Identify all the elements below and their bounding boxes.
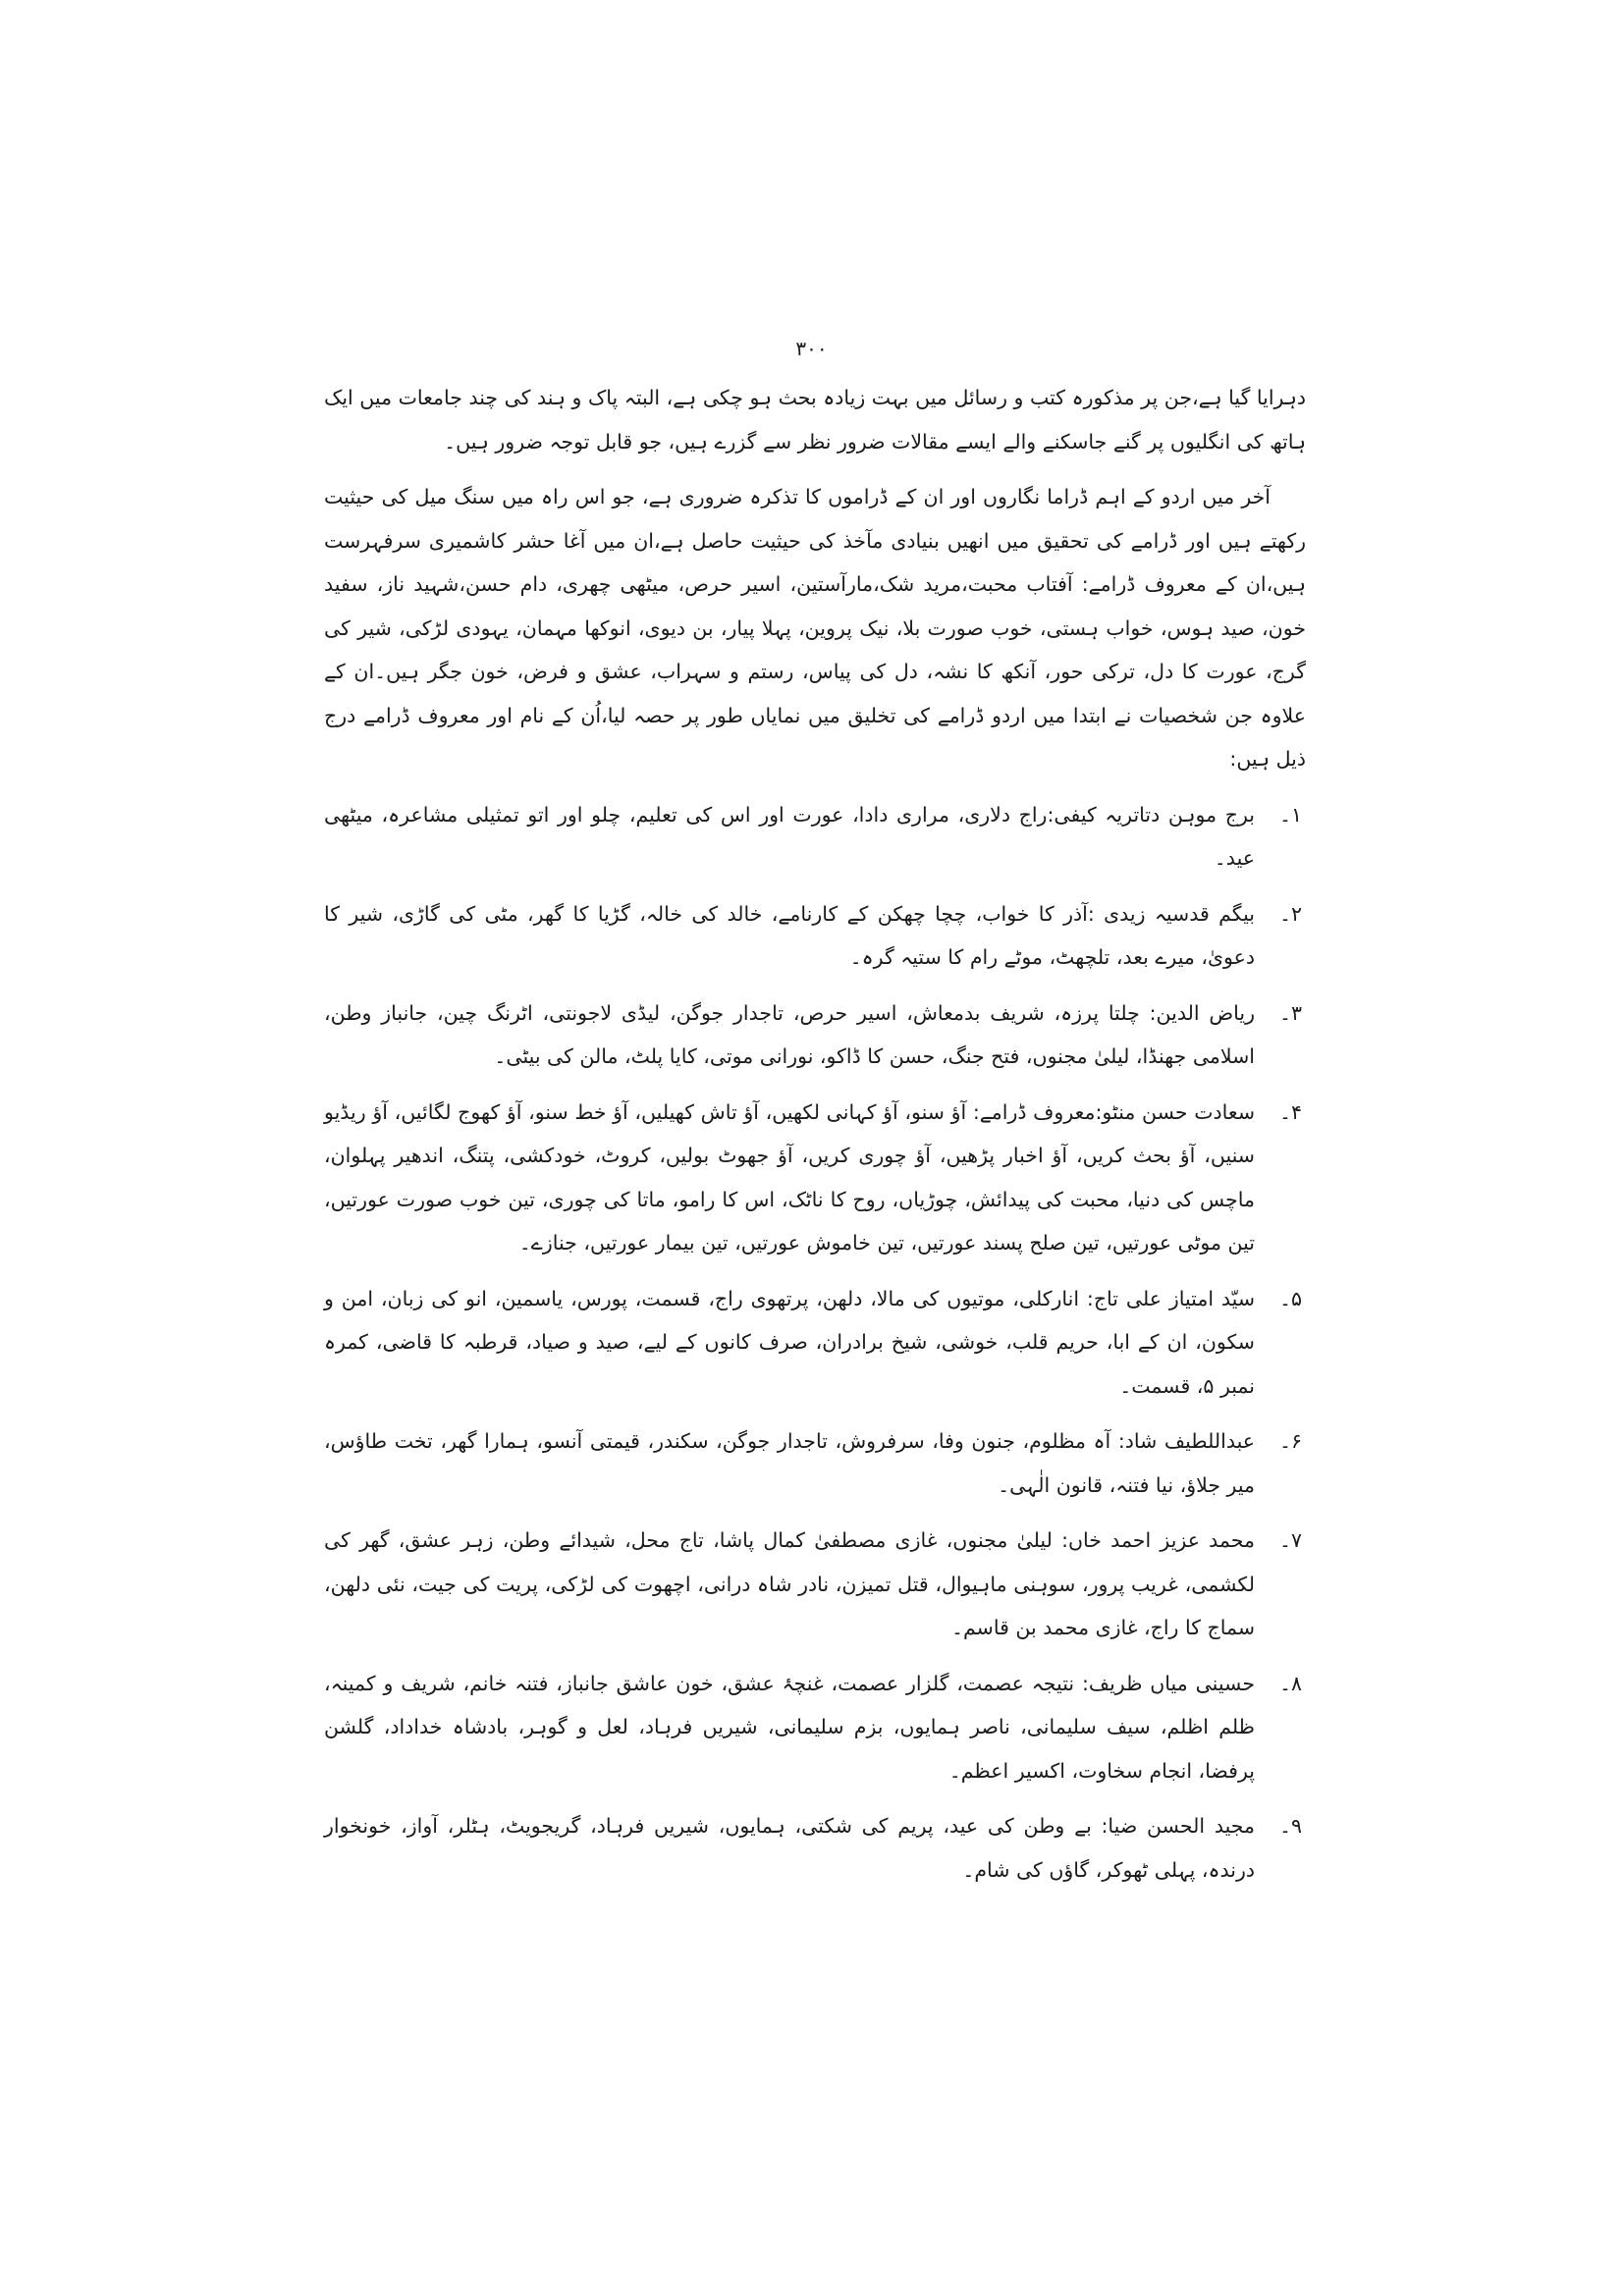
list-item (324, 991, 1306, 1079)
list-item (324, 1419, 1306, 1507)
list-item-number: ۶۔ (1278, 1429, 1302, 1453)
list-item-text: برج موہن دتاتریہ کیفی:راج دلاری، مراری دادا، عورت اور اس کی تعلیم، چلو اور اتو تمثیلی مشاعرہ، میٹھی عید۔ (324, 802, 1255, 870)
list-item (324, 1662, 1306, 1793)
list-item-number: ۴۔ (1278, 1099, 1302, 1124)
list-item-text: سعادت حسن منٹو:معروف ڈرامے: آؤ سنو، آؤ کہانی لکھیں، آؤ تاش کھیلیں، آؤ خط سنو، آؤ کھوج لگائیں، آؤ ریڈیو سنیں، آؤ بحث کریں، آؤ اخبار پڑھیں، آؤ چوری کریں، آؤ جھوٹ بولیں، کروٹ، خودکشی، پتنگ، اندھیر پہلوان، ماچس کی دنیا، محبت کی پیدائش، چوڑیاں، روح کا ناٹک، اس کا رامو، ماتا کی چوری، تین خوب صورت عورتیں، تین موٹی عورتیں، تین صلح پسند عورتیں، تین خاموش عورتیں، تین بیمار عورتیں، جنازے۔ (324, 1099, 1255, 1255)
list-item (324, 892, 1306, 980)
list-item-text: مجید الحسن ضیا: بے وطن کی عید، پریم کی شکتی، ہمایوں، شیریں فرہاد، گریجویٹ، ہٹلر، آواز، خونخوار درندہ، پہلی ٹھوکر، گاؤں کی شام۔ (324, 1814, 1255, 1882)
list-item-number: ۵۔ (1278, 1286, 1302, 1310)
list-item-text: سیّد امتیاز علی تاج: انارکلی، موتیوں کی مالا، دلھن، پرتھوی راج، قسمت، پورس، یاسمین، انو کی زبان، امن و سکون، ان کے ابا، حریم قلب، خوشی، شیخ برادران، صرف کانوں کے لیے، صید و صیاد، قرطبہ کا قاضی، کمرہ نمبر ۵، قسمت۔ (324, 1286, 1255, 1398)
list-item (324, 1519, 1306, 1650)
page-number: ۳۰۰ (795, 337, 828, 360)
list-item-number: ۱۔ (1278, 802, 1302, 827)
list-item-number: ۹۔ (1278, 1814, 1302, 1838)
list-item-text: محمد عزیز احمد خاں: لیلیٰ مجنوں، غازی مصطفیٰ کمال پاشا، تاج محل، شیدائے وطن، زہر عشق، گھر کی لکشمی، غریب پرور، سوہنی ماہیوال، قتل تمیزن، نادر شاہ درانی، اچھوت کی لڑکی، پریت کی جیت، نئی دلھن، سماج کا راج، غازی محمد بن قاسم۔ (324, 1528, 1255, 1639)
list-item-text: عبداللطیف شاد: آہ مظلوم، جنون وفا، سرفروش، تاجدار جوگن، سکندر، قیمتی آنسو، ہمارا گھر، تخت طاؤس، میر جلاؤ، نیا فتنہ، قانون الٰہی۔ (324, 1429, 1255, 1497)
list-item (324, 1277, 1306, 1409)
document-body (324, 376, 1306, 1903)
dramatists-list (324, 793, 1306, 1893)
list-item-text: بیگم قدسیہ زیدی :آذر کا خواب، چچا چھکن کے کارنامے، خالد کی خالہ، گڑیا کا گھر، مٹی کی گاڑی، شیر کا دعویٰ، میرے بعد، تلچھٹ، موٹے رام کا ستیہ گرہ۔ (324, 901, 1255, 969)
list-item (324, 1091, 1306, 1265)
list-item (324, 1804, 1306, 1892)
list-item-text: ریاض الدین: چلتا پرزہ، شریف بدمعاش، اسیر حرص، تاجدار جوگن، لیڈی لاجونتی، اٹرنگ چین، جانباز وطن، اسلامی جھنڈا، لیلیٰ مجنوں، فتح جنگ، حسن کا ڈاکو، نورانی موتی، کایا پلٹ، مالن کی بیٹی۔ (324, 1000, 1255, 1068)
list-item-number: ۳۔ (1278, 1000, 1302, 1025)
paragraph-continuation: دہرایا گیا ہے،جن پر مذکورہ کتب و رسائل میں بہت زیادہ بحث ہو چکی ہے، البتہ پاک و ہند کی چند جامعات میں ایک ہاتھ کی انگلیوں پر گنے جاسکنے والے ایسے مقالات ضرور نظر سے گزرے ہیں، جو قابل توجہ ضرور ہیں۔ (324, 386, 1306, 454)
list-item-number: ۸۔ (1278, 1671, 1302, 1695)
list-item (324, 793, 1306, 881)
list-item-text: حسینی میاں ظریف: نتیجہ عصمت، گلزار عصمت، غنچۂ عشق، خون عاشق جانباز، فتنہ خانم، شریف و کمینہ، ظلم اظلم، سیف سلیمانی، ناصر ہمایوں، بزم سلیمانی، شیریں فرہاد، لعل و گوہر، بادشاہ خداداد، گلشن پرفضا، انجام سخاوت، اکسیر اعظم۔ (324, 1671, 1255, 1783)
list-item-number: ۷۔ (1278, 1528, 1302, 1552)
paragraph-dramatists-intro: آخر میں اردو کے اہم ڈراما نگاروں اور ان کے ڈراموں کا تذکرہ ضروری ہے، جو اس راہ میں سنگ میل کی حیثیت رکھتے ہیں اور ڈرامے کی تحقیق میں انھیں بنیادی مآخذ کی حیثیت حاصل ہے،ان میں آغا حشر کاشمیری سرفہرست ہیں،ان کے معروف ڈرامے: آفتاب محبت،مرید شک،مارآستین، اسیر حرص، میٹھی چھری، دام حسن،شہید ناز، سفید خون، صید ہوس، خواب ہستی، خوب صورت بلا، نیک پروین، پہلا پیار، بن دیوی، انوکھا مہمان، یہودی لڑکی، شیر کی گرج، عورت کا دل، ترکی حور، آنکھ کا نشہ، دل کی پیاس، رستم و سہراب، عشق و فرض، خون جگر ہیں۔ان کے علاوہ جن شخصیات نے ابتدا میں اردو ڈرامے کی تخلیق میں نمایاں طور پر حصہ لیا،اُن کے نام اور معروف ڈرامے درج ذیل ہیں: (324, 485, 1306, 771)
list-item-number: ۲۔ (1278, 901, 1302, 926)
